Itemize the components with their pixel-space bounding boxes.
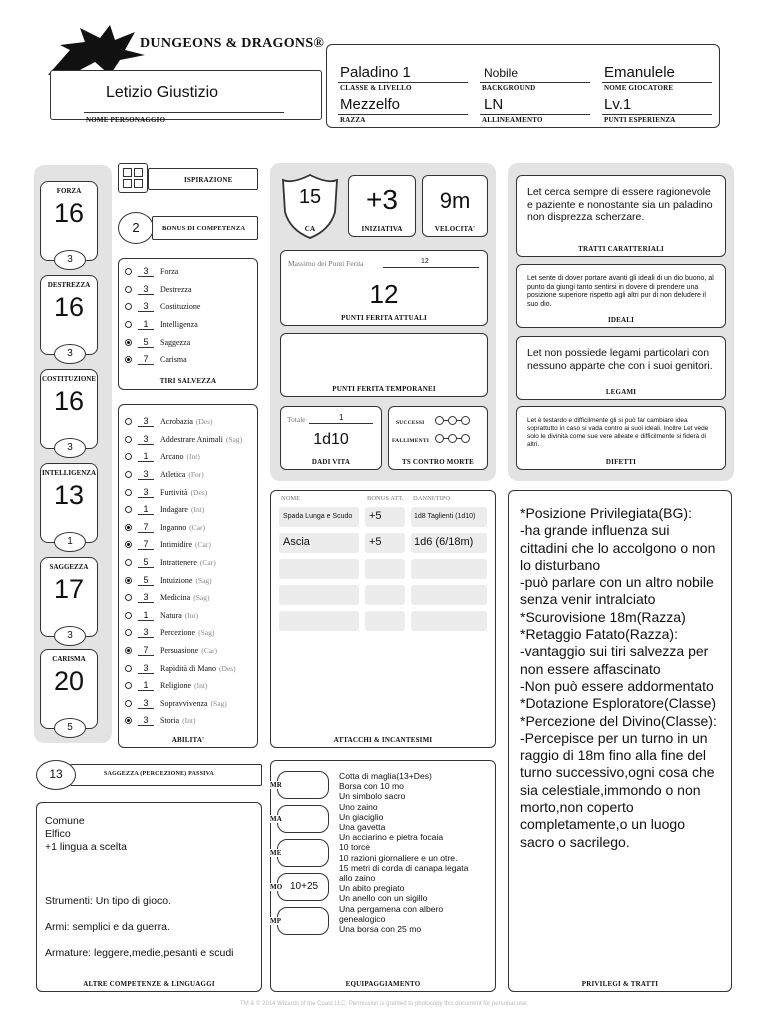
tools-proficiency[interactable]: Strumenti: Un tipo di gioco. (45, 895, 172, 907)
ability-modifier: 3 (54, 438, 86, 458)
speed-value: 9m (439, 188, 471, 213)
ability-score[interactable]: 16 (53, 198, 85, 228)
coin-ep[interactable]: ME (277, 839, 329, 867)
ability-modifier: 1 (54, 532, 86, 552)
feature-line: cittadini che lo accolgono o non (520, 539, 716, 556)
equipment-label: EQUIPAGGIAMENTO (345, 980, 421, 988)
character-name-label: NOME PERSONAGGIO (86, 116, 166, 124)
inspiration-checkbox[interactable] (118, 163, 148, 193)
equipment-item: Cotta di maglia(13+Des) (339, 771, 432, 781)
proficiency-dot (125, 506, 132, 513)
ability-name: DESTREZZA (47, 281, 91, 289)
skill-row[interactable]: 1 Indagare (Int) (125, 501, 255, 519)
ability-name: COSTITUZIONE (41, 375, 97, 383)
ability-intelligence (40, 463, 98, 547)
death-successes-label: SUCCESSI (396, 420, 425, 426)
player-name[interactable]: Emanulele (604, 64, 675, 81)
proficiency-dot (125, 612, 132, 619)
class-level-label: CLASSE & LIVELLO (340, 84, 412, 92)
flaws-text: Let è testardo e difficilmente gli si può far cambiare idea soprattutto in caso si vada contro ai suoi ideali. Inoltre Let vede solo le divinità come sue vere alleate e difficilmente si fiderà di altri. (527, 417, 709, 448)
temp-hp-box[interactable] (280, 333, 488, 397)
initiative-box[interactable] (348, 175, 416, 237)
ability-dexterity (40, 275, 98, 359)
equipment-item: Un abito pregiato (339, 883, 405, 894)
feature-line: -ha grande influenza sui (520, 522, 670, 539)
features-box[interactable] (508, 490, 732, 992)
skill-row[interactable]: 7 Persuasione (Car) (125, 642, 255, 660)
armor-proficiency[interactable]: Armature: leggere,medie,pesanti e scudi (45, 947, 234, 959)
skill-row[interactable]: 7 Intimidire (Car) (125, 536, 255, 554)
ability-name: INTELLIGENZA (41, 469, 97, 477)
skill-row[interactable]: 3 Furtività (Des) (125, 483, 255, 501)
hit-dice-value: 1d10 (313, 431, 349, 448)
language-item: +1 lingua a scelta (45, 841, 128, 853)
traits-label: TRATTI CARATTERIALI (578, 245, 664, 253)
equipment-item: Un anello con un sigillo (339, 893, 428, 904)
attack-bonus[interactable]: +5 (369, 536, 382, 548)
other-proficiencies-box (36, 802, 262, 992)
skill-row[interactable]: 7 Inganno (Car) (125, 519, 255, 537)
weapons-proficiency[interactable]: Armi: semplici e da guerra. (45, 921, 170, 933)
skill-row[interactable]: 3 Acrobazia (Des) (125, 413, 255, 431)
initiative-value: +3 (366, 184, 398, 215)
equipment-item: allo zaino (339, 873, 376, 884)
death-failures[interactable] (435, 434, 470, 443)
feature-line: lo disturbano (520, 556, 601, 573)
ideals-text: Let sente di dover portare avanti gli ideali di un dio buono, al punto da giungi tanto sentirsi in dovere di prendere una posizione superiore rispetto agli altri pur di non deludere il suo dio. (527, 275, 714, 308)
attacks-label: ATTACCHI & INCANTESIMI (333, 736, 433, 744)
race-label: RAZZA (340, 116, 366, 124)
ability-score[interactable]: 17 (53, 574, 85, 604)
traits-text: Let cerca sempre di essere ragionevole e paziente e nonostante sia un paladino non disprezza scherzare. (527, 186, 713, 223)
hp-current[interactable]: 12 (369, 279, 399, 309)
equipment-item: Un acciarino e pietra focaia (339, 832, 444, 843)
proficiency-dot (125, 321, 132, 328)
skill-row[interactable]: 3 Sopravvivenza (Sag) (125, 695, 255, 713)
proficiency-dot (125, 303, 132, 310)
attack-name[interactable]: Spada Lunga e Scudo (283, 513, 353, 520)
passive-perception-value[interactable]: 13 (36, 760, 76, 790)
bonds-text: Let non possiede legami particolari con nessuno apparte che con i suoi genitori. (527, 347, 713, 372)
hit-dice-total-label: Totale (287, 415, 306, 424)
skill-row[interactable]: 1 Religione (Int) (125, 677, 255, 695)
inspiration-label: ISPIRAZIONE (184, 176, 233, 184)
skill-row[interactable]: 1 Natura (Int) (125, 607, 255, 625)
saving-throws-box (118, 258, 258, 390)
saving-throws-list (125, 263, 253, 375)
death-saves-label: TS CONTRO MORTE (402, 458, 474, 466)
feature-line: -vantaggio sui tiri salvezza per (520, 643, 709, 660)
feature-line: *Scurovisione 18m(Razza) (520, 608, 686, 625)
equipment-item: Una pergamena con albero (339, 903, 444, 914)
proficiency-dot (125, 577, 132, 584)
ideals-box[interactable] (516, 264, 726, 328)
attacks-col-damage: DANNI/TIPO (413, 495, 451, 502)
ability-modifier: 3 (54, 344, 86, 364)
equipment-item: genealogico (339, 913, 386, 924)
language-item: Elfico (45, 828, 71, 840)
speed-label: VELOCITA' (434, 225, 476, 233)
race[interactable]: Mezzelfo (340, 96, 401, 113)
ability-scores-panel (34, 165, 112, 743)
equipment-item: 10 razioni giornaliere e un otre. (339, 852, 458, 863)
bonds-label: LEGAMI (605, 388, 637, 396)
death-successes[interactable] (435, 416, 470, 425)
attacks-col-bonus: BONUS ATT. (367, 495, 404, 502)
ability-name: SAGGEZZA (49, 563, 89, 571)
proficiency-dot (125, 286, 132, 293)
proficiency-dot (125, 418, 132, 425)
death-failures-label: FALLIMENTI (392, 438, 430, 444)
ability-name: FORZA (56, 187, 82, 195)
attack-damage[interactable]: 1d6 (6/18m) (414, 536, 474, 548)
coin-pp[interactable]: MP (277, 907, 329, 935)
background-label: BACKGROUND (482, 84, 536, 92)
feature-line: -può parlare con un altro nobile (520, 574, 714, 591)
proficiency-dot (125, 717, 132, 724)
languages[interactable] (45, 815, 127, 854)
ability-modifier: 5 (54, 718, 86, 738)
proficiency-dot (125, 356, 132, 363)
ability-score[interactable]: 16 (53, 386, 85, 416)
skill-row[interactable]: 3 Storia (Int) (125, 712, 255, 730)
equipment-item: Un giaciglio (339, 811, 384, 822)
hit-dice-total[interactable]: 1 (339, 413, 344, 422)
experience[interactable]: Lv.1 (604, 96, 632, 113)
feature-line: *Percezione del Divino(Classe): (520, 712, 717, 729)
other-proficiencies-label: ALTRE COMPETENZE & LINGUAGGI (83, 980, 215, 988)
alignment[interactable]: LN (484, 96, 504, 113)
feature-line: *Posizione Privilegiata(BG): (520, 505, 692, 521)
equipment-item: 15 metri di corda di canapa legata (339, 862, 469, 873)
equipment-item: Una borsa con 25 mo (339, 924, 422, 935)
feature-line: morto,non coperto (520, 799, 634, 816)
proficiency-dot (125, 268, 132, 275)
ability-charisma (40, 649, 98, 733)
skill-row[interactable]: 3 Atletica (For) (125, 466, 255, 484)
background[interactable]: Nobile (484, 66, 519, 80)
equipment-item: 10 torce (339, 842, 371, 853)
gold-amount: 10+25 (290, 881, 319, 892)
bonds-box[interactable] (516, 336, 726, 400)
attacks-col-name: NOME (281, 495, 301, 502)
flaws-box[interactable] (516, 406, 726, 470)
skills-box (118, 404, 258, 748)
saving-throw-row[interactable]: 7 Carisma (125, 351, 253, 369)
saving-throws-label: TIRI SALVEZZA (159, 377, 217, 385)
skill-row[interactable]: 5 Intrattenere (Car) (125, 554, 255, 572)
skills-list (125, 413, 255, 731)
ability-name: CARISMA (52, 655, 86, 663)
attacks-box (270, 490, 496, 748)
ability-score[interactable]: 20 (53, 666, 85, 696)
attack-name[interactable]: Ascia (283, 536, 310, 548)
feature-line: *Retaggio Fatato(Razza): (520, 626, 678, 643)
skill-row[interactable]: 3 Rapidità di Mano (Des) (125, 659, 255, 677)
feature-line: sia celestiale,immondo o non (520, 781, 701, 798)
class-level[interactable]: Paladino 1 (340, 64, 411, 81)
proficiency-dot (125, 453, 132, 460)
proficiency-dot (125, 665, 132, 672)
skill-row[interactable]: 1 Arcano (Int) (125, 448, 255, 466)
attack-damage[interactable]: 1d8 Taglienti (1d10) (414, 513, 476, 520)
logo-text: DUNGEONS & DRAGONS® (140, 36, 325, 51)
feature-line: completamente,o un luogo (520, 816, 685, 833)
features-text (520, 505, 717, 851)
skill-row[interactable]: 3 Medicina (Sag) (125, 589, 255, 607)
ability-modifier: 3 (54, 626, 86, 646)
proficiency-dot (125, 559, 132, 566)
hp-max-label: Massimo dei Punti Ferita (288, 259, 364, 268)
proficiency-dot (125, 471, 132, 478)
proficiency-dot (125, 700, 132, 707)
speed-box[interactable] (422, 175, 488, 237)
ability-strength (40, 181, 98, 265)
proficiency-label: BONUS DI COMPETENZA (162, 225, 246, 232)
skills-label: ABILITA' (171, 736, 205, 744)
features-label: PRIVILEGI & TRATTI (581, 980, 659, 988)
saving-throw-row[interactable]: 1 Intelligenza (125, 316, 253, 334)
proficiency-dot (125, 682, 132, 689)
proficiency-dot (125, 524, 132, 531)
saving-throw-row[interactable]: 5 Saggezza (125, 333, 253, 351)
proficiency-bonus[interactable]: 2 (118, 212, 154, 244)
feature-line: -Percepisce per un turno in un (520, 729, 708, 746)
flaws-label: DIFETTI (605, 458, 637, 466)
alignment-label: ALLINEAMENTO (482, 116, 543, 124)
hit-points-box[interactable] (280, 250, 488, 326)
saving-throw-row[interactable]: 3 Forza (125, 263, 253, 281)
equipment-item: Una gavetta (339, 822, 386, 833)
ability-wisdom (40, 557, 98, 641)
saving-throw-row[interactable]: 3 Destrezza (125, 281, 253, 299)
language-item: Comune (45, 815, 85, 827)
feature-line: turno successivo,ogni cosa che (520, 764, 715, 781)
proficiency-dot (125, 339, 132, 346)
armor-class-label: CA (304, 225, 316, 233)
proficiency-dot (125, 541, 132, 548)
proficiency-dot (125, 594, 132, 601)
initiative-label: INIZIATIVA (361, 225, 403, 233)
feature-line: sacro o sacrilego. (520, 833, 630, 850)
feature-line: -Non può essere addormentato (520, 677, 714, 694)
ability-constitution (40, 369, 98, 453)
proficiency-dot (125, 489, 132, 496)
attack-bonus[interactable]: +5 (369, 510, 382, 522)
coin-cp[interactable]: MR (277, 771, 329, 799)
proficiency-dot (125, 647, 132, 654)
feature-line: senza venir intralciato (520, 591, 656, 608)
skill-row[interactable]: 3 Percezione (Sag) (125, 624, 255, 642)
hit-dice-box[interactable] (280, 406, 382, 470)
feature-line: raggio di 18m fino alla fine del (520, 747, 707, 764)
feature-line: non essere affascinato (520, 660, 661, 677)
skill-row[interactable]: 3 Addestrare Animali (Sag) (125, 431, 255, 449)
ideals-label: IDEALI (607, 316, 635, 324)
proficiency-dot (125, 436, 132, 443)
passive-perception-label: SAGGEZZA (PERCEZIONE) PASSIVA (104, 771, 214, 777)
equipment-item: Borsa con 10 mo (339, 781, 404, 792)
hp-max-value[interactable]: 12 (421, 258, 429, 265)
copyright-footer: TM & © 2014 Wizards of the Coast LLC. Permission is granted to photocopy this document for personal use. (240, 1001, 528, 1007)
ability-score[interactable]: 13 (53, 480, 85, 510)
ability-modifier: 3 (54, 250, 86, 270)
equipment-list[interactable] (339, 771, 468, 934)
equipment-box (270, 760, 496, 992)
hp-current-label: PUNTI FERITA ATTUALI (341, 314, 427, 322)
death-saves-box (388, 406, 488, 470)
proficiency-dot (125, 629, 132, 636)
ability-score[interactable]: 16 (53, 292, 85, 322)
traits-box[interactable] (516, 175, 726, 257)
coin-gp[interactable]: MO 10+25 (277, 873, 329, 901)
armor-class[interactable]: 15 (298, 186, 322, 208)
character-name[interactable]: Letizio Giustizio (106, 84, 219, 101)
skill-row[interactable]: 5 Intuizione (Sag) (125, 571, 255, 589)
feature-line: *Dotazione Esploratore(Classe) (520, 695, 717, 712)
coin-sp[interactable]: MA (277, 805, 329, 833)
experience-label: PUNTI ESPERIENZA (604, 116, 676, 124)
saving-throw-row[interactable]: 3 Costituzione (125, 298, 253, 316)
equipment-item: Un simbolo sacro (339, 791, 406, 802)
hit-dice-label: DADI VITA (311, 458, 351, 466)
temp-hp-label: PUNTI FERITA TEMPORANEI (332, 385, 436, 393)
player-name-label: NOME GIOCATORE (604, 84, 674, 92)
equipment-item: Uno zaino (339, 801, 378, 812)
